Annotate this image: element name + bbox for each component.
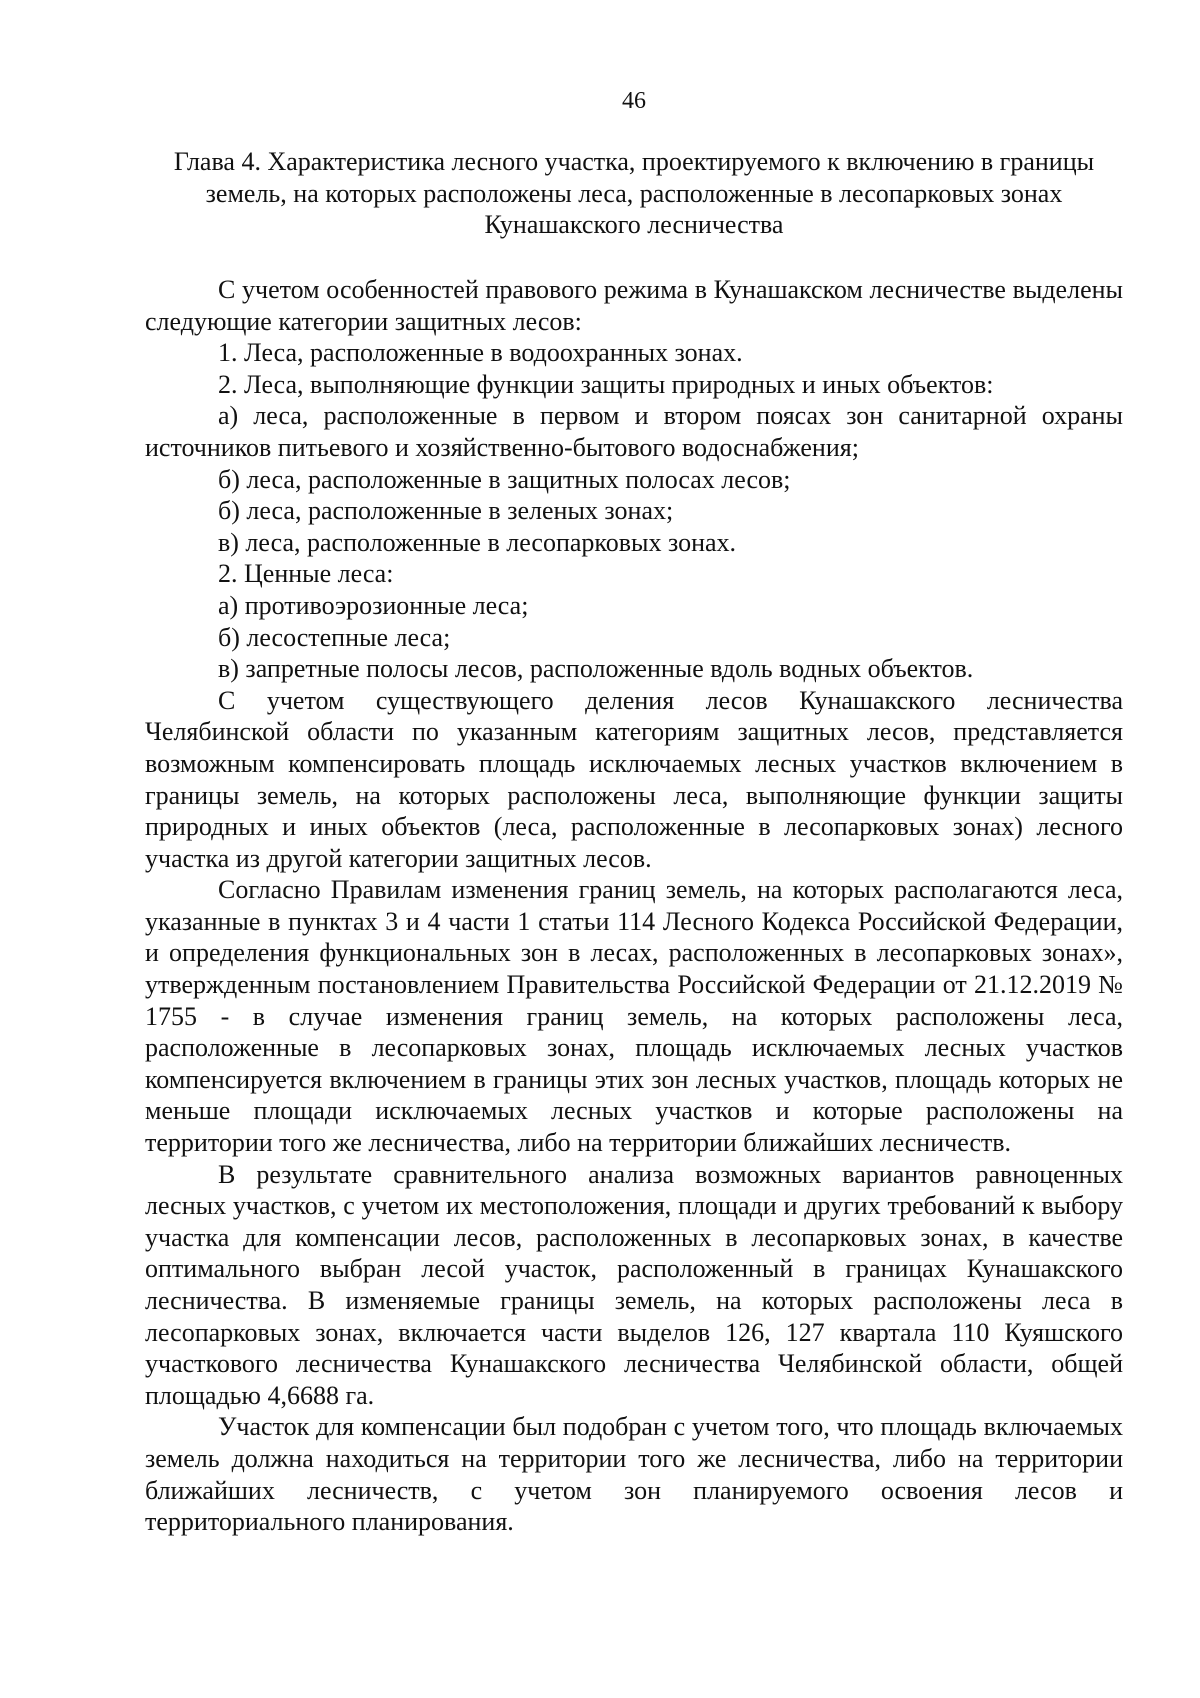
paragraph-analysis: В результате сравнительного анализа возможных вариантов равноценных лесных участков, с учетом их местоположения, площади и других требований к выбору участка для компенсации лесов, расположенных в лесопарковых зонах, в качестве оптимального выбран лесой участок, расположенный в границах Кунашакского лесничества. В изменяемые границы земель, на которых расположены леса в лесопарковых зонах, включается части выделов 126, 127 квартала 110 Куяшского участкового лесничества Кунашакского лесничества Челябинской области, общей площадью 4,6688 га. <box>145 1159 1123 1410</box>
list-item: б) лесостепные леса; <box>218 622 451 652</box>
list-item: 1. Леса, расположенные в водоохранных зонах. <box>218 338 743 368</box>
paragraph-selection: Участок для компенсации был подобран с учетом того, что площадь включаемых земель должна находиться на территории того же лесничества, либо на территории ближайших лесничеств, с учетом зон планируемого освоения лесов и территориального планирования. <box>145 1412 1123 1537</box>
list-item: а) противоэрозионные леса; <box>218 590 529 620</box>
list-item: в) запретные полосы лесов, расположенные вдоль водных объектов. <box>218 654 974 684</box>
list-item: в) леса, расположенные в лесопарковых зонах. <box>218 527 737 557</box>
paragraph-compensation: С учетом существующего деления лесов Кунашакского лесничества Челябинской области по указанным категориям защитных лесов, представляется возможным компенсировать площадь исключаемых лесных участков включением в границы земель, на которых расположены леса, выполняющие функции защиты природных и иных объектов (леса, расположенные в лесопарковых зонах) лесного участка из другой категории защитных лесов. <box>145 685 1123 873</box>
list-item: б) леса, расположенные в защитных полосах лесов; <box>218 464 791 494</box>
list-item: 2. Ценные леса: <box>218 559 394 589</box>
page-number: 46 <box>622 88 646 114</box>
list-item: 2. Леса, выполняющие функции защиты природных и иных объектов: <box>218 369 994 399</box>
paragraph-rules: Согласно Правилам изменения границ земель, на которых располагаются леса, указанные в пунктах 3 и 4 части 1 статьи 114 Лесного Кодекса Российской Федерации, и определения функциональных зон в лесах, расположенных в лесопарковых зонах», утвержденным постановлением Правительства Российской Федерации от 21.12.2019 № 1755 - в случае изменения границ земель, на которых расположены леса, расположенные в лесопарковых зонах, площадь исключаемых лесных участков компенсируется включением в границы этих зон лесных участков, площадь которых не меньше площади исключаемых лесных участков и которые расположены на территории того же лесничества, либо на территории ближайших лесничеств. <box>145 875 1123 1158</box>
paragraph-intro: С учетом особенностей правового режима в Кунашакском лесничестве выделены следующие категории защитных лесов: <box>145 275 1123 336</box>
list-item: а) леса, расположенные в первом и втором поясах зон санитарной охраны источников питьевого и хозяйственно-бытового водоснабжения; <box>145 401 1123 462</box>
chapter-title: Глава 4. Характеристика лесного участка, проектируемого к включению в границы земель, на которых расположены леса, расположенные в лесопарковых зонах Кунашакского лесничества <box>173 147 1095 239</box>
list-item: б) леса, расположенные в зеленых зонах; <box>218 496 674 526</box>
document-body <box>145 274 1123 1538</box>
